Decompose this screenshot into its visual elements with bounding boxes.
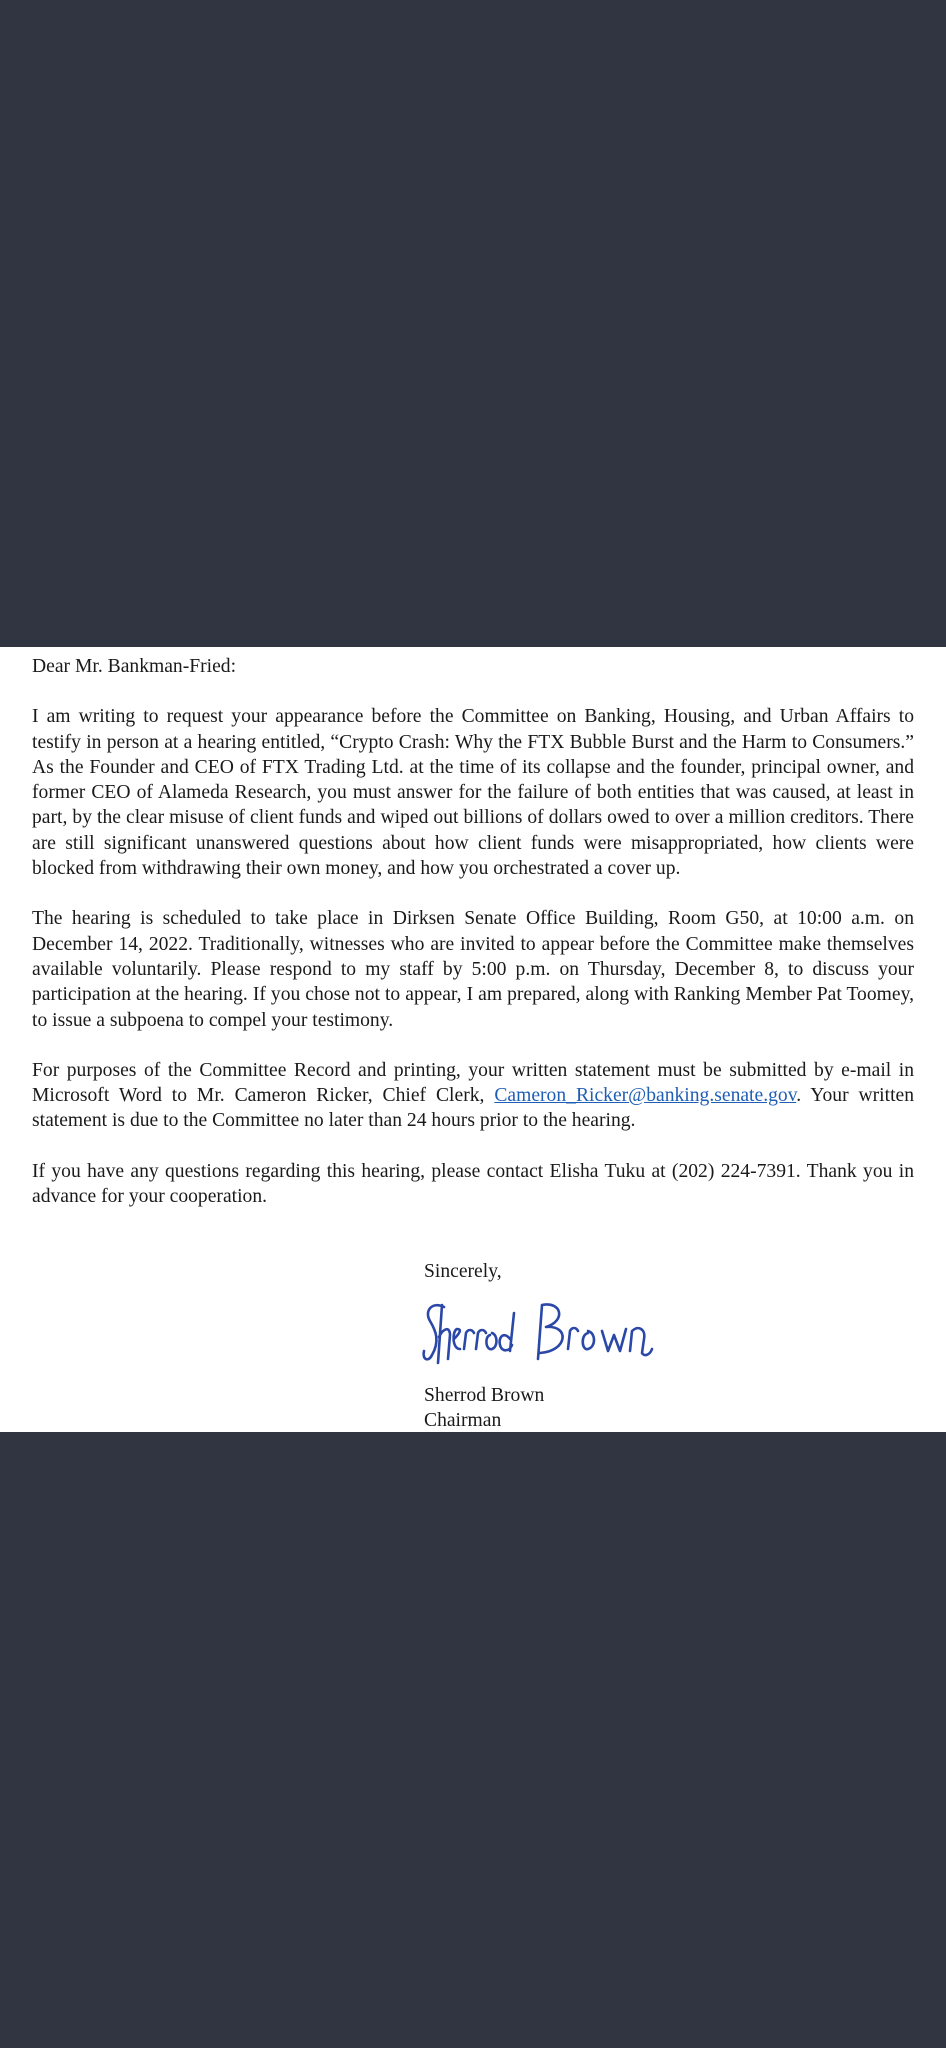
signer-title: Chairman [424, 1410, 502, 1432]
paragraph-written-statement [32, 1058, 914, 1134]
paragraph-request: I am writing to request your appearance before the Committee on Banking, Housing, and Urban Affairs to testify in person at a hearing entitled, “Crypto Crash: Why the FTX Bubble Burst and the Harm to Consumers.” As the Founder and CEO of FTX Trading Ltd. at the time of its collapse and the founder, principal owner, and former CEO of Alameda Research, you must answer for the failure of both entities that was caused, at least in part, by the clear misuse of client funds and wiped out billions of dollars owed to over a million creditors. There are still significant unanswered questions about how client funds were misappropriated, how clients were blocked from withdrawing their own money, and how you orchestrated a cover up. [32, 706, 914, 880]
statement-text-after-link: . Your written statement is due to the Committee no later than 24 hours prior to the hearing. [32, 1085, 915, 1132]
signer-name: Sherrod Brown [424, 1385, 545, 1406]
salutation: Dear Mr. Bankman-Fried: [32, 656, 237, 677]
signer-block [424, 1383, 904, 1432]
handwritten-signature [418, 1293, 658, 1377]
closing: Sincerely, [424, 1261, 502, 1282]
clerk-email-link[interactable]: Cameron_Ricker@banking.senate.gov [494, 1085, 797, 1107]
paragraph-hearing-schedule: The hearing is scheduled to take place in Dirksen Senate Office Building, Room G50, at 10:00 a.m. on December 14, 2022. Traditionally, witnesses who are invited to appear before the Committee make themselves available voluntarily. Please respond to my staff by 5:00 p.m. on Thursday, December 8, to discuss your participation at the hearing. If you chose not to appear, I am prepared, along with Ranking Member Pat Toomey, to issue a subpoena to compel your testimony. [32, 908, 914, 1031]
letter-page [0, 647, 946, 1432]
statement-text-before-link: For purposes of the Committee Record and printing, your written statement must be submitted by e-mail in Microsoft Word to Mr. Cameron Ricker, Chief Clerk, [32, 1059, 914, 1107]
paragraph-contact: If you have any questions regarding this hearing, please contact Elisha Tuku at (202) 224-7391. Thank you in advance for your cooperation. [32, 1160, 914, 1208]
